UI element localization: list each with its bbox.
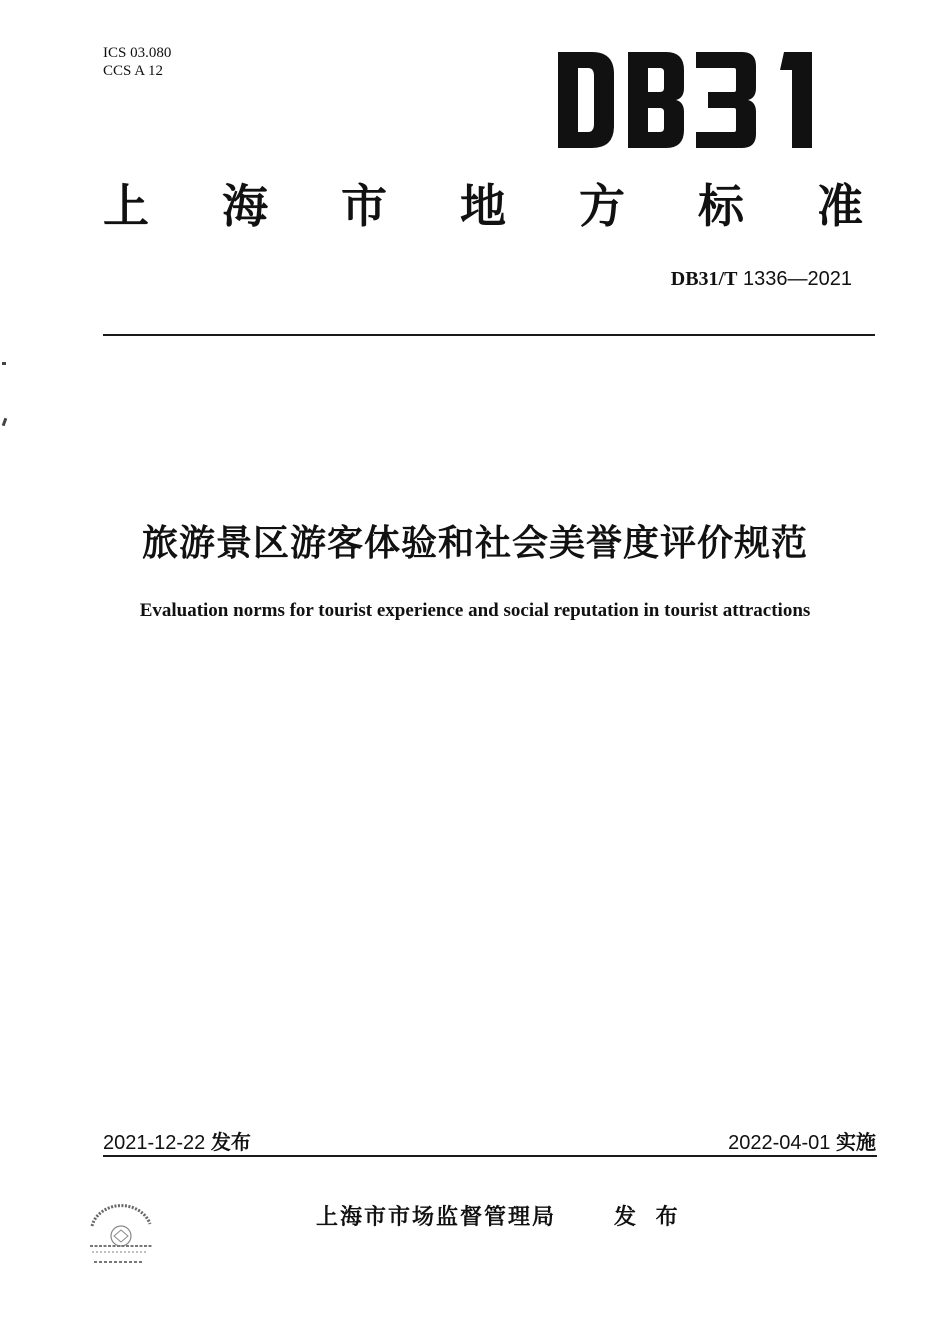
standard-number-prefix: DB31/T: [670, 268, 738, 290]
implementation-date-label: 实施: [836, 1130, 876, 1154]
series-title-char: 方: [579, 179, 625, 233]
scan-artifact-mark: [2, 418, 8, 427]
issue-date-value: 2021-12-22: [103, 1132, 206, 1154]
standard-number-value: 1336—2021: [743, 268, 852, 290]
series-title-char: 标: [698, 179, 744, 233]
scan-artifact-mark: [2, 362, 6, 365]
ccs-code: CCS A 12: [103, 63, 164, 79]
title-english: Evaluation norms for tourist experience and social reputation in tourist attractions: [139, 600, 811, 621]
stamp-seal: [84, 1196, 158, 1274]
issuing-authority: 上海市市场监督管理局: [316, 1205, 557, 1230]
db31-logo-graphic: [558, 48, 820, 152]
implementation-date-value: 2022-04-01: [728, 1132, 831, 1154]
series-title-char: 准: [817, 179, 863, 233]
series-title-char: 市: [341, 179, 387, 233]
db31-logo: [558, 48, 820, 152]
series-title-char: 地: [460, 179, 506, 233]
issue-word: 发 布: [614, 1205, 684, 1230]
title-chinese: 旅游景区游客体验和社会美誉度评价规范: [141, 523, 808, 564]
issue-date: [103, 1126, 251, 1155]
series-title-char: 海: [222, 179, 268, 233]
implementation-date: [728, 1126, 876, 1155]
standard-number: [671, 268, 852, 291]
ics-code: ICS 03.080: [103, 45, 172, 61]
stamp-seal-graphic: [84, 1196, 158, 1274]
series-title-char: 上: [103, 179, 149, 233]
bottom-divider: [103, 1155, 877, 1157]
top-divider: [103, 334, 875, 336]
series-title: [103, 176, 863, 236]
issue-date-label: 发布: [210, 1130, 251, 1154]
classification-codes: [103, 44, 171, 80]
